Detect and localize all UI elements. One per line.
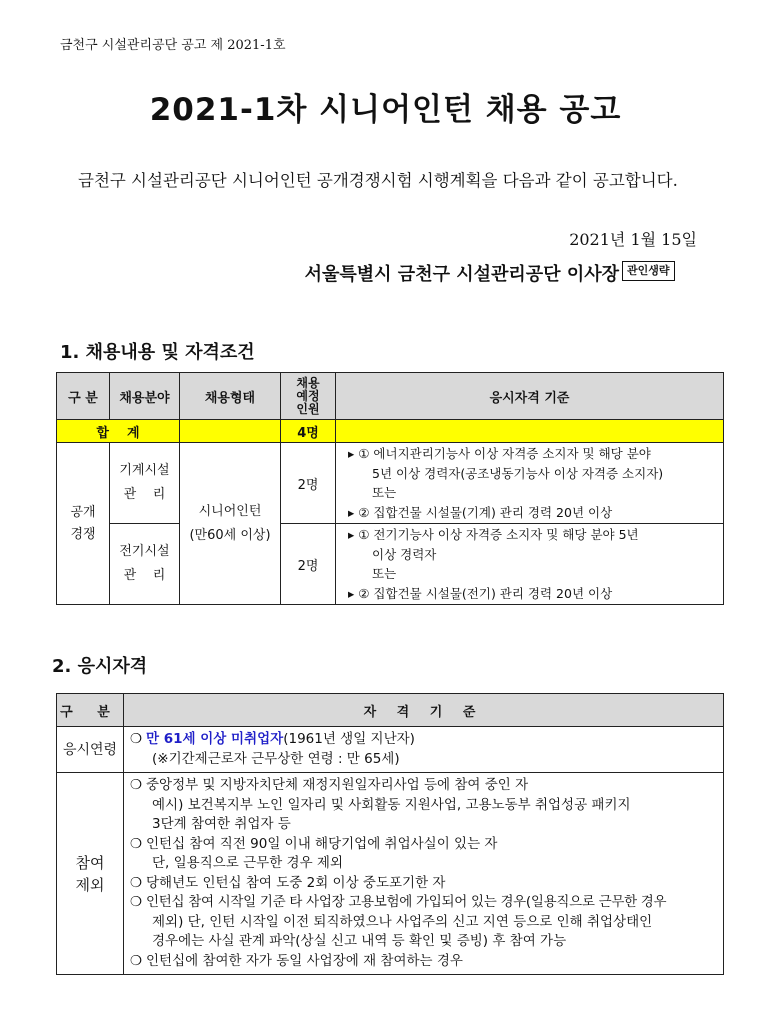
list-item: [130, 776, 717, 796]
employment-type-cell: 시니어인턴 (만60세 이상): [180, 443, 281, 605]
announcement-date: 2021년 1월 15일: [569, 230, 697, 249]
table-row: [57, 727, 724, 773]
list-item: [130, 874, 717, 894]
exclusion-text: 단, 일용직으로 근무한 경우 제외: [152, 855, 343, 871]
bullet-icon: ❍: [130, 835, 143, 852]
criteria-line: ▸ ① 전기기능사 이상 자격증 소지자 및 해당 분야 5년: [348, 527, 639, 542]
bullet-icon: ❍: [130, 874, 143, 891]
list-item: [130, 952, 717, 972]
header-headcount: 채용 예정 인원: [281, 373, 336, 420]
exclusion-text: 예시) 보건복지부 노인 일자리 및 사회활동 지원사업, 고용노동부 취업성공 패키지: [152, 796, 631, 813]
total-empty: [180, 420, 281, 443]
criteria-mechanical: [336, 443, 724, 524]
bullet-icon: ❍: [130, 731, 143, 747]
section-1-title: 1. 채용내용 및 자격조건: [60, 342, 255, 363]
exclusion-text: 당해년도 인턴십 참여 도중 2회 이상 중도포기한 자: [146, 874, 446, 891]
total-row: [57, 420, 724, 443]
table-header-row: [57, 373, 724, 420]
list-item: [130, 835, 717, 855]
criteria-line: 또는: [372, 485, 397, 500]
field-mechanical: 기계시설 관 리: [110, 443, 180, 524]
bullet-icon: ❍: [130, 777, 143, 793]
header-field: 채용분야: [110, 373, 180, 420]
bullet-icon: ❍: [130, 952, 143, 969]
total-count: 4명: [281, 420, 336, 443]
age-highlight: 만 61세 이상 미취업자: [146, 731, 284, 747]
table-row: [57, 443, 724, 524]
header-criteria: 응시자격 기준: [336, 373, 724, 420]
exclusion-text: 제외) 단, 인턴 시작일 이전 퇴직하였으나 사업주의 신고 지연 등으로 인해 취업상태인: [152, 913, 653, 930]
exclusion-text: 3단계 참여한 취업자 등: [152, 816, 291, 832]
age-note: (※기간제근로자 근무상한 연령 : 만 65세): [152, 750, 400, 767]
header-criteria: 자 격 기 준: [124, 694, 724, 727]
headcount-mechanical: 2명: [281, 443, 336, 524]
header-category: 구 분: [57, 694, 124, 727]
table-header-row: [57, 694, 724, 727]
category-cell: 공개 경쟁: [57, 443, 110, 605]
criteria-electrical: [336, 524, 724, 605]
table-row: [57, 524, 724, 605]
criteria-line: 5년 이상 경력자(공조냉동기능사 이상 자격증 소지자): [372, 465, 664, 481]
age-detail: (1961년 생일 지난자): [283, 731, 415, 747]
exclusion-text: 인턴십 참여 직전 90일 이내 해당기업에 취업사실이 있는 자: [146, 835, 498, 852]
criteria-line: 이상 경력자: [372, 546, 437, 562]
list-item: [130, 893, 717, 913]
exclusion-criteria: [124, 773, 724, 975]
exclusion-text: 인턴십에 참여한 자가 동일 사업장에 재 참여하는 경우: [146, 952, 463, 969]
age-criteria: [124, 727, 724, 773]
document-number: 금천구 시설관리공단 공고 제 2021-1호: [60, 38, 286, 53]
bullet-icon: ❍: [130, 894, 142, 910]
section-2-title: 2. 응시자격: [52, 656, 148, 677]
intro-paragraph: 금천구 시설관리공단 시니어인턴 공개경쟁시험 시행계획을 다음과 같이 공고합니다.: [78, 171, 678, 190]
eligibility-table: [56, 693, 724, 975]
total-label: 합 계: [57, 420, 180, 443]
official-seal-omitted: 관인생략: [622, 261, 675, 281]
exclusion-text: 경우에는 사실 관계 파악(상실 신고 내역 등 확인 및 증빙) 후 참여 가능: [152, 933, 567, 949]
criteria-line: ▸ ② 집합건물 시설물(기계) 관리 경력 20년 이상: [348, 504, 613, 520]
exclusion-text: 인턴십 참여 시작일 기준 타 사업장 고용보험에 가입되어 있는 경우(일용직으로 근무한 경우: [146, 894, 667, 910]
recruitment-table: [56, 372, 724, 605]
page-title: 2021-1차 시니어인턴 채용 공고: [149, 92, 622, 128]
header-type: 채용형태: [180, 373, 281, 420]
headcount-electrical: 2명: [281, 524, 336, 605]
issuer-name: 서울특별시 금천구 시설관리공단 이사장: [304, 264, 619, 285]
total-criteria-empty: [336, 420, 724, 443]
table-row: [57, 773, 724, 975]
exclusion-text: 중앙정부 및 지방자치단체 재정지원일자리사업 등에 참여 중인 자: [146, 777, 529, 793]
age-label: 응시연령: [57, 727, 124, 773]
field-electrical: 전기시설 관 리: [110, 524, 180, 605]
criteria-line: ▸ ① 에너지관리기능사 이상 자격증 소지자 및 해당 분야: [348, 446, 651, 461]
criteria-line: ▸ ② 집합건물 시설물(전기) 관리 경력 20년 이상: [348, 585, 613, 601]
header-category: 구 분: [57, 373, 110, 420]
criteria-line: 또는: [372, 566, 397, 581]
exclusion-label: 참여 제외: [57, 773, 124, 975]
